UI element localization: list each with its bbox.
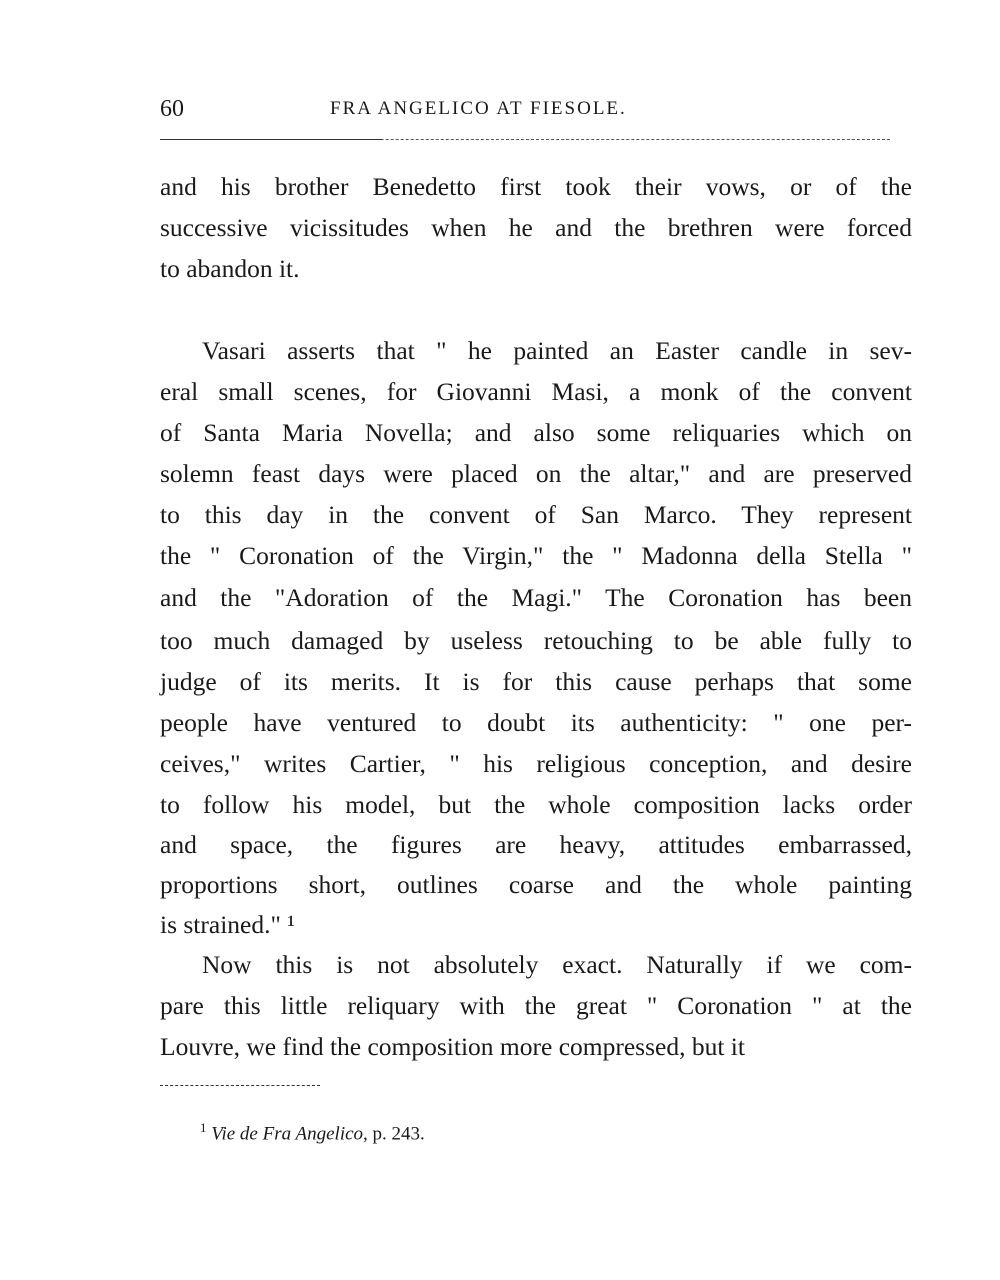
footnote-rule	[160, 1085, 320, 1086]
text-line: the " Coronation of the Virgin," the " Madonna della Stella "	[160, 541, 912, 570]
text-line: and space, the figures are heavy, attitudes embarrassed,	[160, 830, 912, 859]
footnote-marker: 1	[200, 1120, 207, 1135]
footnote	[200, 1120, 425, 1145]
text-line: too much damaged by useless retouching to be able fully to	[160, 626, 912, 655]
footnote-title: Vie de Fra Angelico,	[211, 1123, 368, 1145]
footnote-page: p. 243.	[372, 1123, 425, 1145]
text-line: of Santa Maria Novella; and also some reliquaries which on	[160, 418, 912, 447]
text-line: solemn feast days were placed on the altar," and are preserved	[160, 459, 912, 488]
text-line: eral small scenes, for Giovanni Masi, a monk of the convent	[160, 377, 912, 406]
text-line: judge of its merits. It is for this cause perhaps that some	[160, 667, 912, 696]
text-line: to follow his model, but the whole composition lacks order	[160, 790, 912, 819]
text-line: is strained." ¹	[160, 910, 295, 939]
text-line: Now this is not absolutely exact. Naturally if we com-	[202, 950, 912, 979]
text-line: pare this little reliquary with the great " Coronation " at the	[160, 991, 912, 1020]
text-line: ceives," writes Cartier, " his religious conception, and desire	[160, 749, 912, 778]
page-number: 60	[160, 96, 184, 122]
text-line: and his brother Benedetto first took their vows, or of the	[160, 172, 912, 201]
header-rule-solid	[160, 139, 382, 140]
text-line: and the "Adoration of the Magi." The Coronation has been	[160, 583, 912, 612]
text-line: to abandon it.	[160, 254, 300, 283]
text-line: successive vicissitudes when he and the brethren were forced	[160, 213, 912, 242]
running-title: FRA ANGELICO AT FIESOLE.	[330, 98, 627, 119]
text-line: proportions short, outlines coarse and the whole painting	[160, 870, 912, 899]
text-line: Louvre, we find the composition more compressed, but it	[160, 1032, 745, 1061]
text-line: to this day in the convent of San Marco. They represent	[160, 500, 912, 529]
text-line: Vasari asserts that " he painted an Easter candle in sev-	[202, 336, 912, 365]
text-line: people have ventured to doubt its authenticity: " one per-	[160, 708, 912, 737]
